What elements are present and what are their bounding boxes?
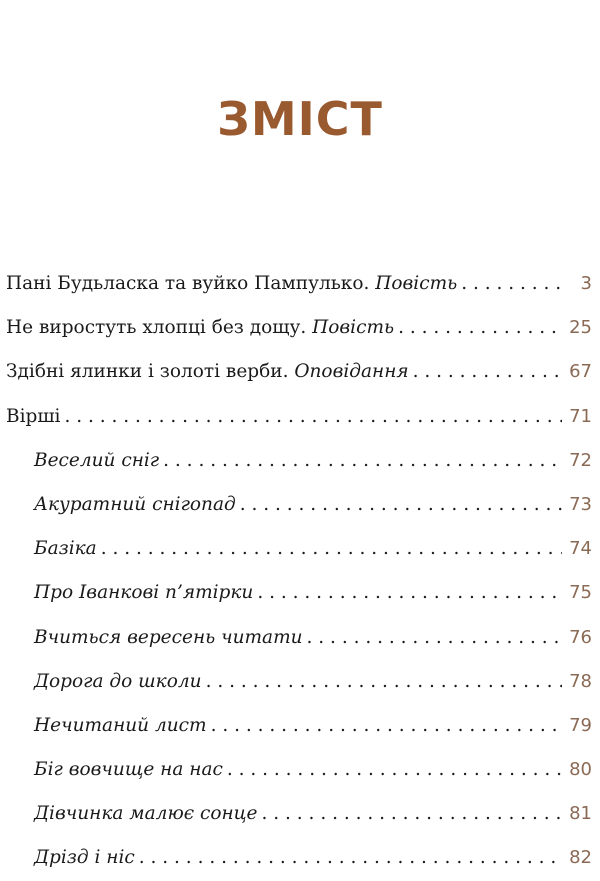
toc-page-number: 75 xyxy=(569,582,592,604)
toc-entry-title: Пані Будьласка та вуйко Пампулько. xyxy=(6,273,376,294)
toc-page-number: 81 xyxy=(569,803,592,825)
toc-poem-entry[interactable] xyxy=(0,616,600,660)
toc-poem-entry[interactable] xyxy=(0,704,600,748)
toc-poem-entry[interactable] xyxy=(0,660,600,704)
toc-poem-title: Дівчинка малює сонце xyxy=(34,803,258,825)
toc-poem-entry[interactable] xyxy=(0,748,600,792)
toc-poem-entry[interactable] xyxy=(0,792,600,836)
dot-leader xyxy=(227,748,562,792)
toc-entry[interactable] xyxy=(0,350,600,394)
toc-poem-entry[interactable] xyxy=(0,439,600,483)
toc-page-number: 74 xyxy=(569,538,592,560)
dot-leader xyxy=(101,527,562,571)
toc-page-number: 71 xyxy=(569,405,592,427)
dot-leader xyxy=(206,660,562,704)
dot-leader xyxy=(64,395,562,439)
toc-poem-entry[interactable] xyxy=(0,483,600,527)
toc-entry-genre: Повість xyxy=(375,273,458,294)
toc-entry-genre: Оповідання xyxy=(294,361,409,383)
toc-poem-title: Про Іванкові п’ятірки xyxy=(34,582,254,604)
toc-poem-title: Дорога до школи xyxy=(34,670,202,692)
dot-leader xyxy=(163,439,562,483)
dot-leader xyxy=(262,792,562,836)
toc-entry[interactable] xyxy=(0,395,600,439)
toc-poem-title: Базіка xyxy=(34,538,97,560)
toc-entry-label xyxy=(6,262,457,306)
toc-entry-label xyxy=(6,306,394,350)
dot-leader xyxy=(240,483,562,527)
toc-poem-title: Вчиться вересень читати xyxy=(34,626,303,648)
toc-poem-entry[interactable] xyxy=(0,571,600,615)
dot-leader xyxy=(461,262,562,306)
toc-page-number: 72 xyxy=(569,449,592,471)
toc-entry-title: Здібні ялинки і золоті верби. xyxy=(6,361,295,383)
toc-page-number: 3 xyxy=(580,273,592,294)
toc-page-number: 82 xyxy=(569,847,592,869)
toc-page-number: 80 xyxy=(569,759,592,781)
toc-poem-title: Біг вовчище на нас xyxy=(34,759,223,781)
toc-poem-title: Дрізд і ніс xyxy=(34,847,135,869)
toc-page-number: 67 xyxy=(569,361,592,383)
dot-leader xyxy=(211,704,562,748)
toc-poem-entry[interactable] xyxy=(0,836,600,880)
toc-poem-entry[interactable] xyxy=(0,527,600,571)
dot-leader xyxy=(139,836,562,880)
toc-page-number: 76 xyxy=(569,626,592,648)
dot-leader xyxy=(307,616,562,660)
table-of-contents xyxy=(0,262,600,881)
toc-entry-label xyxy=(6,350,409,394)
toc-entry[interactable] xyxy=(0,306,600,350)
toc-page-number: 79 xyxy=(569,714,592,736)
toc-entry-title: Вірші xyxy=(6,405,61,427)
dot-leader xyxy=(413,350,562,394)
toc-page-number: 78 xyxy=(569,670,592,692)
dot-leader xyxy=(257,571,562,615)
toc-entry-title: Не виростуть хлопці без дощу. xyxy=(6,317,313,339)
toc-poem-title: Нечитаний лист xyxy=(34,714,207,736)
toc-page-number: 73 xyxy=(569,493,592,515)
dot-leader xyxy=(398,306,562,350)
toc-page-number: 25 xyxy=(569,317,592,339)
toc-entry[interactable] xyxy=(0,262,600,306)
toc-entry-label xyxy=(6,395,60,439)
toc-poem-title: Веселий сніг xyxy=(34,449,160,471)
page-title: ЗМІСТ xyxy=(217,92,383,146)
toc-entry-genre: Повість xyxy=(312,317,395,339)
toc-poem-title: Акуратний снігопад xyxy=(34,493,236,515)
